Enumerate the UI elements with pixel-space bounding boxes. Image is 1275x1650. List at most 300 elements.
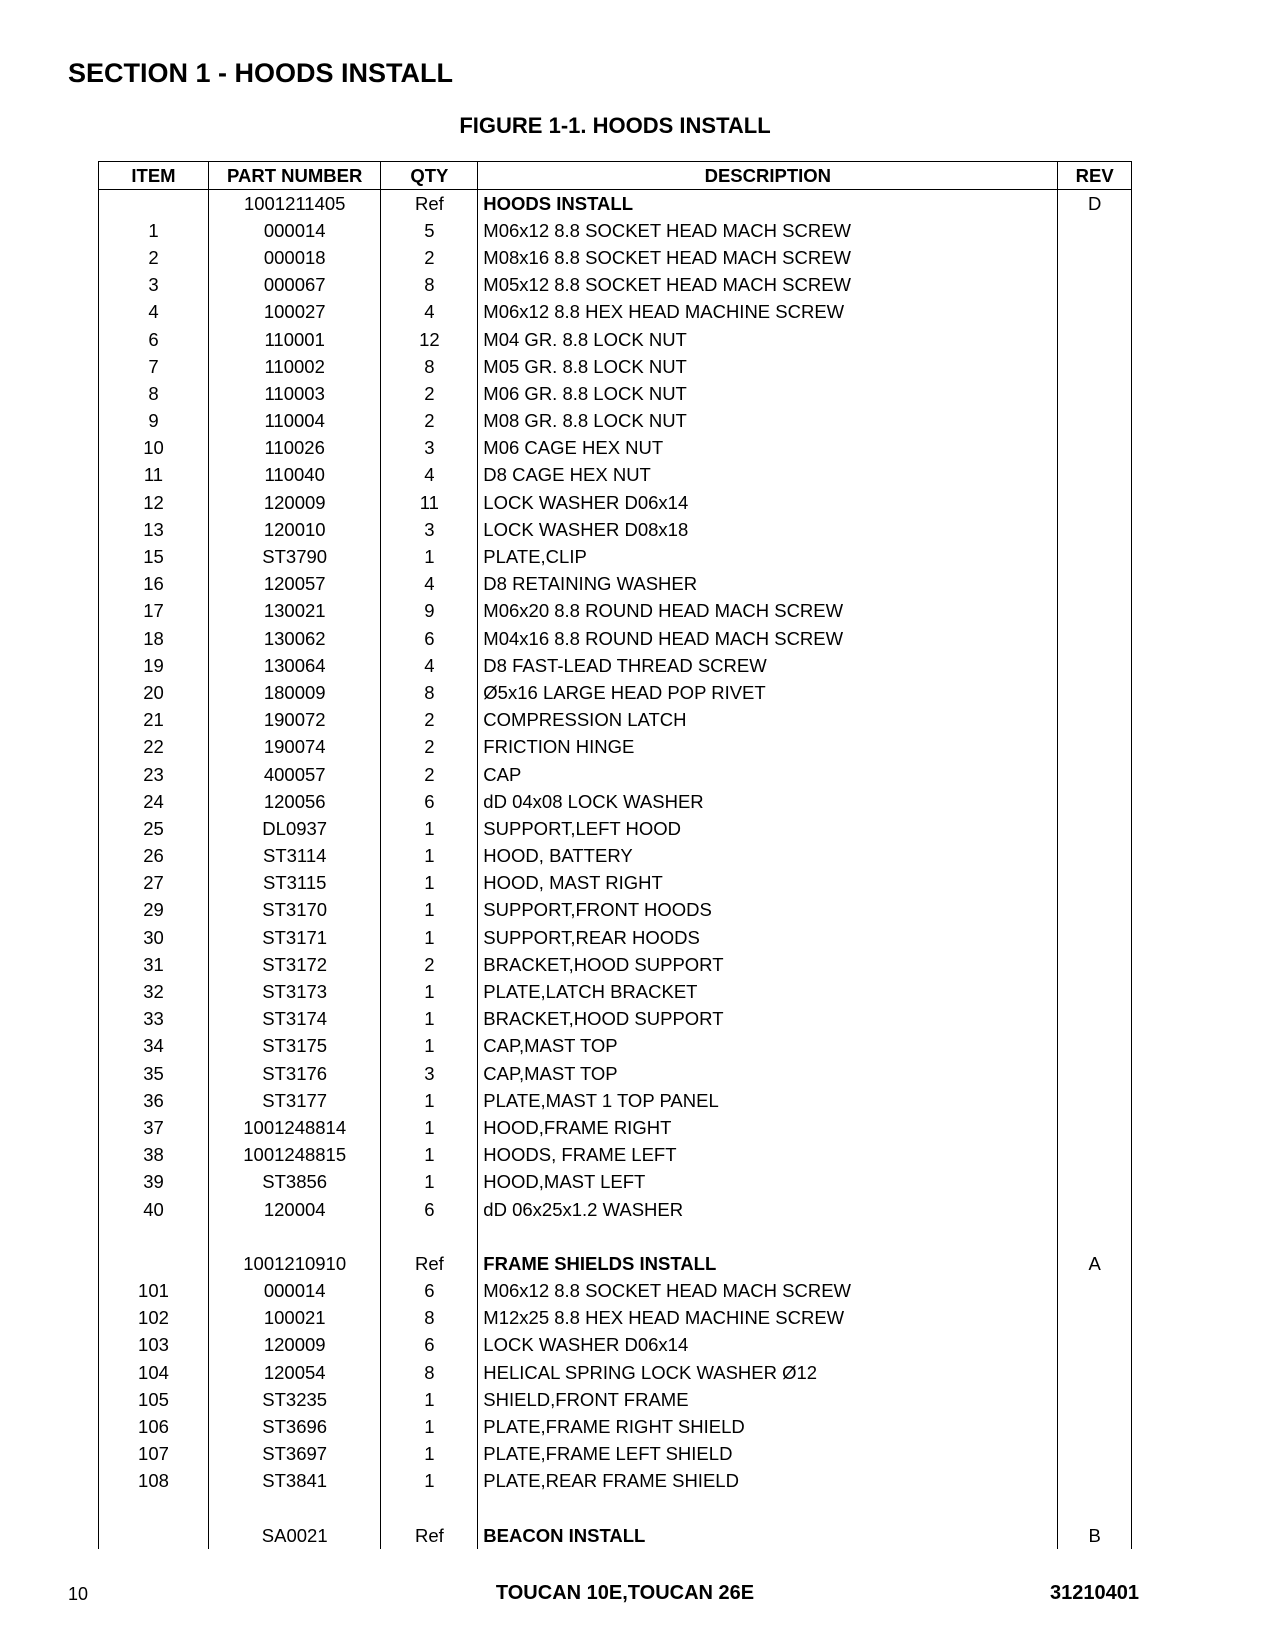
cell-description: SHIELD,FRONT FRAME (478, 1386, 1058, 1413)
cell-item: 19 (99, 652, 209, 679)
cell-part-number: 000014 (208, 217, 381, 244)
cell-qty: 1 (381, 924, 478, 951)
table-header-row (99, 162, 1132, 190)
cell-part-number: 100021 (208, 1305, 381, 1332)
cell-rev (1058, 1441, 1132, 1468)
cell-part-number: ST3114 (208, 843, 381, 870)
cell-item: 27 (99, 870, 209, 897)
cell-description: M05x12 8.8 SOCKET HEAD MACH SCREW (478, 272, 1058, 299)
table-row (99, 598, 1132, 625)
cell-part-number: 100027 (208, 299, 381, 326)
cell-rev (1058, 1087, 1132, 1114)
cell-description: M04x16 8.8 ROUND HEAD MACH SCREW (478, 625, 1058, 652)
cell-part-number: 190074 (208, 734, 381, 761)
cell-rev (1058, 734, 1132, 761)
cell-qty: 1 (381, 1413, 478, 1440)
table-row (99, 1332, 1132, 1359)
cell-item: 106 (99, 1413, 209, 1440)
table-row (99, 326, 1132, 353)
cell-qty: 1 (381, 815, 478, 842)
header-description: DESCRIPTION (478, 162, 1058, 190)
cell-description: LOCK WASHER D08x18 (478, 516, 1058, 543)
cell-qty: Ref (381, 1522, 478, 1549)
cell-qty: 1 (381, 543, 478, 570)
cell-item: 35 (99, 1060, 209, 1087)
cell-item (99, 1495, 209, 1522)
cell-part-number: ST3174 (208, 1006, 381, 1033)
cell-part-number (208, 1495, 381, 1522)
cell-rev (1058, 978, 1132, 1005)
cell-qty: 8 (381, 272, 478, 299)
table-row (99, 1441, 1132, 1468)
cell-description: M06x20 8.8 ROUND HEAD MACH SCREW (478, 598, 1058, 625)
cell-item: 20 (99, 679, 209, 706)
cell-part-number: ST3696 (208, 1413, 381, 1440)
cell-description: SUPPORT,REAR HOODS (478, 924, 1058, 951)
cell-part-number: 110003 (208, 380, 381, 407)
cell-item: 105 (99, 1386, 209, 1413)
cell-description: CAP,MAST TOP (478, 1033, 1058, 1060)
cell-item: 40 (99, 1196, 209, 1223)
cell-description: PLATE,FRAME LEFT SHIELD (478, 1441, 1058, 1468)
cell-part-number: 120010 (208, 516, 381, 543)
cell-part-number: ST3841 (208, 1468, 381, 1495)
cell-rev (1058, 1278, 1132, 1305)
cell-description: BEACON INSTALL (478, 1522, 1058, 1549)
cell-part-number: 190072 (208, 707, 381, 734)
cell-description (478, 1223, 1058, 1250)
cell-part-number: ST3171 (208, 924, 381, 951)
cell-item: 3 (99, 272, 209, 299)
header-part-number: PART NUMBER (208, 162, 381, 190)
header-rev: REV (1058, 162, 1132, 190)
cell-description: dD 06x25x1.2 WASHER (478, 1196, 1058, 1223)
table-row (99, 761, 1132, 788)
cell-description: M05 GR. 8.8 LOCK NUT (478, 353, 1058, 380)
cell-qty: 2 (381, 761, 478, 788)
table-row (99, 272, 1132, 299)
cell-description: HELICAL SPRING LOCK WASHER Ø12 (478, 1359, 1058, 1386)
cell-rev (1058, 625, 1132, 652)
cell-description: PLATE,MAST 1 TOP PANEL (478, 1087, 1058, 1114)
cell-part-number (208, 1223, 381, 1250)
cell-item: 25 (99, 815, 209, 842)
cell-qty: 8 (381, 1305, 478, 1332)
cell-part-number: ST3172 (208, 951, 381, 978)
cell-description: M06x12 8.8 HEX HEAD MACHINE SCREW (478, 299, 1058, 326)
cell-rev (1058, 408, 1132, 435)
cell-item: 9 (99, 408, 209, 435)
cell-part-number: ST3176 (208, 1060, 381, 1087)
cell-item: 38 (99, 1142, 209, 1169)
cell-qty: 1 (381, 843, 478, 870)
table-row (99, 1006, 1132, 1033)
cell-qty: 6 (381, 1332, 478, 1359)
cell-qty: 4 (381, 652, 478, 679)
table-row (99, 244, 1132, 271)
cell-qty (381, 1495, 478, 1522)
cell-qty: 1 (381, 1468, 478, 1495)
cell-qty: 1 (381, 1169, 478, 1196)
cell-part-number: ST3175 (208, 1033, 381, 1060)
table-row (99, 1142, 1132, 1169)
cell-rev (1058, 1169, 1132, 1196)
cell-rev (1058, 543, 1132, 570)
table-row (99, 1305, 1132, 1332)
cell-part-number: 110001 (208, 326, 381, 353)
cell-rev (1058, 1386, 1132, 1413)
table-row (99, 1359, 1132, 1386)
cell-part-number: ST3856 (208, 1169, 381, 1196)
cell-description: D8 CAGE HEX NUT (478, 462, 1058, 489)
cell-qty: 4 (381, 299, 478, 326)
cell-rev (1058, 462, 1132, 489)
cell-item: 29 (99, 897, 209, 924)
cell-qty: 3 (381, 516, 478, 543)
page-number: 10 (68, 1584, 89, 1604)
cell-qty: 6 (381, 1278, 478, 1305)
cell-item (99, 1223, 209, 1250)
cell-part-number: 180009 (208, 679, 381, 706)
table-row (99, 299, 1132, 326)
table-row (99, 571, 1132, 598)
cell-item: 26 (99, 843, 209, 870)
parts-table-body (99, 190, 1132, 1550)
cell-rev (1058, 353, 1132, 380)
cell-description: M06x12 8.8 SOCKET HEAD MACH SCREW (478, 1278, 1058, 1305)
cell-part-number: 1001211405 (208, 190, 381, 218)
cell-part-number: ST3235 (208, 1386, 381, 1413)
table-row (99, 978, 1132, 1005)
footer-model: TOUCAN 10E,TOUCAN 26E (495, 1582, 755, 1604)
cell-qty: 6 (381, 1196, 478, 1223)
cell-part-number: 110040 (208, 462, 381, 489)
cell-rev (1058, 1033, 1132, 1060)
cell-description: PLATE,LATCH BRACKET (478, 978, 1058, 1005)
cell-qty: 1 (381, 978, 478, 1005)
cell-rev (1058, 1305, 1132, 1332)
cell-qty: 2 (381, 408, 478, 435)
cell-rev (1058, 1006, 1132, 1033)
cell-rev (1058, 571, 1132, 598)
table-row (99, 1495, 1132, 1522)
cell-item: 101 (99, 1278, 209, 1305)
cell-part-number: 400057 (208, 761, 381, 788)
cell-description: FRAME SHIELDS INSTALL (478, 1250, 1058, 1277)
table-row (99, 217, 1132, 244)
cell-part-number: 110004 (208, 408, 381, 435)
cell-qty: 1 (381, 1087, 478, 1114)
cell-item: 37 (99, 1114, 209, 1141)
cell-description: HOODS INSTALL (478, 190, 1058, 218)
cell-part-number: ST3170 (208, 897, 381, 924)
cell-rev (1058, 1332, 1132, 1359)
cell-rev (1058, 679, 1132, 706)
cell-description: M04 GR. 8.8 LOCK NUT (478, 326, 1058, 353)
table-row (99, 380, 1132, 407)
table-row (99, 516, 1132, 543)
cell-rev (1058, 1413, 1132, 1440)
table-row (99, 408, 1132, 435)
cell-qty: 8 (381, 1359, 478, 1386)
table-row (99, 489, 1132, 516)
cell-qty: 2 (381, 951, 478, 978)
cell-rev (1058, 326, 1132, 353)
cell-part-number: 110026 (208, 435, 381, 462)
cell-description: PLATE,REAR FRAME SHIELD (478, 1468, 1058, 1495)
table-row (99, 543, 1132, 570)
cell-part-number: ST3177 (208, 1087, 381, 1114)
cell-item (99, 190, 209, 218)
table-row (99, 462, 1132, 489)
cell-item: 15 (99, 543, 209, 570)
cell-description: SUPPORT,LEFT HOOD (478, 815, 1058, 842)
cell-part-number: 120054 (208, 1359, 381, 1386)
cell-qty (381, 1223, 478, 1250)
cell-rev (1058, 1468, 1132, 1495)
cell-description: HOOD, MAST RIGHT (478, 870, 1058, 897)
cell-qty: 3 (381, 1060, 478, 1087)
cell-description: D8 RETAINING WASHER (478, 571, 1058, 598)
cell-item: 34 (99, 1033, 209, 1060)
cell-qty: 1 (381, 1033, 478, 1060)
cell-qty: 1 (381, 1006, 478, 1033)
cell-part-number: ST3173 (208, 978, 381, 1005)
table-row (99, 1087, 1132, 1114)
cell-item: 24 (99, 788, 209, 815)
cell-description: M06 CAGE HEX NUT (478, 435, 1058, 462)
cell-qty: 4 (381, 571, 478, 598)
cell-description: M08 GR. 8.8 LOCK NUT (478, 408, 1058, 435)
table-row (99, 435, 1132, 462)
cell-item: 36 (99, 1087, 209, 1114)
cell-rev (1058, 1495, 1132, 1522)
table-row (99, 951, 1132, 978)
cell-rev (1058, 924, 1132, 951)
table-row (99, 897, 1132, 924)
cell-qty: 2 (381, 707, 478, 734)
table-row (99, 1060, 1132, 1087)
cell-rev (1058, 652, 1132, 679)
cell-item: 33 (99, 1006, 209, 1033)
header-qty: QTY (381, 162, 478, 190)
cell-description (478, 1495, 1058, 1522)
cell-rev (1058, 707, 1132, 734)
table-row (99, 1386, 1132, 1413)
table-row (99, 625, 1132, 652)
cell-qty: 5 (381, 217, 478, 244)
cell-part-number: 120056 (208, 788, 381, 815)
cell-qty: 1 (381, 1114, 478, 1141)
cell-description: M06 GR. 8.8 LOCK NUT (478, 380, 1058, 407)
cell-part-number: DL0937 (208, 815, 381, 842)
cell-qty: 11 (381, 489, 478, 516)
cell-item: 30 (99, 924, 209, 951)
cell-rev (1058, 244, 1132, 271)
table-row (99, 679, 1132, 706)
cell-qty: 8 (381, 353, 478, 380)
cell-description: D8 FAST-LEAD THREAD SCREW (478, 652, 1058, 679)
cell-qty: 1 (381, 1441, 478, 1468)
cell-part-number: 130062 (208, 625, 381, 652)
cell-qty: Ref (381, 190, 478, 218)
cell-part-number: ST3697 (208, 1441, 381, 1468)
cell-rev (1058, 1142, 1132, 1169)
cell-item: 32 (99, 978, 209, 1005)
cell-part-number: 120009 (208, 489, 381, 516)
cell-item: 108 (99, 1468, 209, 1495)
table-row (99, 1250, 1132, 1277)
cell-description: Ø5x16 LARGE HEAD POP RIVET (478, 679, 1058, 706)
cell-part-number: 000067 (208, 272, 381, 299)
cell-qty: 1 (381, 1386, 478, 1413)
cell-rev (1058, 897, 1132, 924)
cell-part-number: 000014 (208, 1278, 381, 1305)
cell-description: dD 04x08 LOCK WASHER (478, 788, 1058, 815)
cell-qty: 3 (381, 435, 478, 462)
cell-rev (1058, 516, 1132, 543)
cell-qty: 2 (381, 734, 478, 761)
cell-part-number: 120057 (208, 571, 381, 598)
cell-description: PLATE,FRAME RIGHT SHIELD (478, 1413, 1058, 1440)
cell-part-number: 110002 (208, 353, 381, 380)
cell-part-number: 130021 (208, 598, 381, 625)
cell-item: 11 (99, 462, 209, 489)
parts-table (98, 161, 1132, 1549)
cell-part-number: 1001248814 (208, 1114, 381, 1141)
cell-rev (1058, 843, 1132, 870)
cell-rev: B (1058, 1522, 1132, 1549)
cell-description: HOOD, BATTERY (478, 843, 1058, 870)
cell-item: 21 (99, 707, 209, 734)
cell-rev (1058, 815, 1132, 842)
cell-item: 18 (99, 625, 209, 652)
cell-part-number: 120009 (208, 1332, 381, 1359)
cell-description: M08x16 8.8 SOCKET HEAD MACH SCREW (478, 244, 1058, 271)
cell-qty: 9 (381, 598, 478, 625)
table-row (99, 707, 1132, 734)
cell-item: 2 (99, 244, 209, 271)
cell-description: BRACKET,HOOD SUPPORT (478, 1006, 1058, 1033)
cell-item: 22 (99, 734, 209, 761)
cell-part-number: 120004 (208, 1196, 381, 1223)
cell-item: 13 (99, 516, 209, 543)
cell-qty: 1 (381, 897, 478, 924)
table-row (99, 1169, 1132, 1196)
cell-description: COMPRESSION LATCH (478, 707, 1058, 734)
cell-rev (1058, 435, 1132, 462)
cell-rev (1058, 761, 1132, 788)
cell-part-number: 1001248815 (208, 1142, 381, 1169)
cell-item: 7 (99, 353, 209, 380)
cell-description: M06x12 8.8 SOCKET HEAD MACH SCREW (478, 217, 1058, 244)
cell-item: 10 (99, 435, 209, 462)
cell-description: BRACKET,HOOD SUPPORT (478, 951, 1058, 978)
table-row (99, 1413, 1132, 1440)
cell-item: 1 (99, 217, 209, 244)
cell-rev: A (1058, 1250, 1132, 1277)
cell-qty: 8 (381, 679, 478, 706)
cell-description: CAP,MAST TOP (478, 1060, 1058, 1087)
cell-rev (1058, 870, 1132, 897)
cell-rev (1058, 1196, 1132, 1223)
cell-qty: 1 (381, 1142, 478, 1169)
cell-description: M12x25 8.8 HEX HEAD MACHINE SCREW (478, 1305, 1058, 1332)
table-row (99, 1278, 1132, 1305)
cell-description: HOOD,FRAME RIGHT (478, 1114, 1058, 1141)
cell-item: 39 (99, 1169, 209, 1196)
table-row (99, 1223, 1132, 1250)
cell-qty: Ref (381, 1250, 478, 1277)
table-row (99, 1196, 1132, 1223)
cell-rev (1058, 299, 1132, 326)
cell-qty: 1 (381, 870, 478, 897)
table-row (99, 870, 1132, 897)
table-row (99, 1114, 1132, 1141)
footer-doc-number: 31210401 (1050, 1582, 1139, 1604)
cell-rev (1058, 598, 1132, 625)
table-row (99, 652, 1132, 679)
cell-description: HOODS, FRAME LEFT (478, 1142, 1058, 1169)
cell-rev (1058, 788, 1132, 815)
table-row (99, 843, 1132, 870)
cell-item: 102 (99, 1305, 209, 1332)
cell-description: LOCK WASHER D06x14 (478, 1332, 1058, 1359)
cell-item: 107 (99, 1441, 209, 1468)
table-row (99, 353, 1132, 380)
table-row (99, 190, 1132, 218)
cell-qty: 12 (381, 326, 478, 353)
table-row (99, 1522, 1132, 1549)
table-row (99, 924, 1132, 951)
cell-rev (1058, 217, 1132, 244)
cell-qty: 2 (381, 380, 478, 407)
cell-item: 8 (99, 380, 209, 407)
cell-item (99, 1522, 209, 1549)
header-item: ITEM (99, 162, 209, 190)
cell-rev (1058, 1359, 1132, 1386)
cell-description: HOOD,MAST LEFT (478, 1169, 1058, 1196)
cell-qty: 6 (381, 625, 478, 652)
cell-qty: 2 (381, 244, 478, 271)
cell-description: FRICTION HINGE (478, 734, 1058, 761)
cell-description: LOCK WASHER D06x14 (478, 489, 1058, 516)
cell-item: 6 (99, 326, 209, 353)
cell-item: 104 (99, 1359, 209, 1386)
cell-description: CAP (478, 761, 1058, 788)
cell-item: 17 (99, 598, 209, 625)
cell-rev (1058, 1114, 1132, 1141)
cell-part-number: ST3115 (208, 870, 381, 897)
cell-item: 31 (99, 951, 209, 978)
table-row (99, 1468, 1132, 1495)
table-row (99, 734, 1132, 761)
cell-qty: 6 (381, 788, 478, 815)
cell-item: 16 (99, 571, 209, 598)
cell-rev: D (1058, 190, 1132, 218)
cell-part-number: SA0021 (208, 1522, 381, 1549)
table-row (99, 1033, 1132, 1060)
cell-rev (1058, 272, 1132, 299)
table-row (99, 788, 1132, 815)
cell-rev (1058, 1223, 1132, 1250)
cell-item (99, 1250, 209, 1277)
cell-part-number: 1001210910 (208, 1250, 381, 1277)
cell-item: 12 (99, 489, 209, 516)
table-row (99, 815, 1132, 842)
figure-title: FIGURE 1-1. HOODS INSTALL (459, 113, 771, 138)
cell-item: 4 (99, 299, 209, 326)
